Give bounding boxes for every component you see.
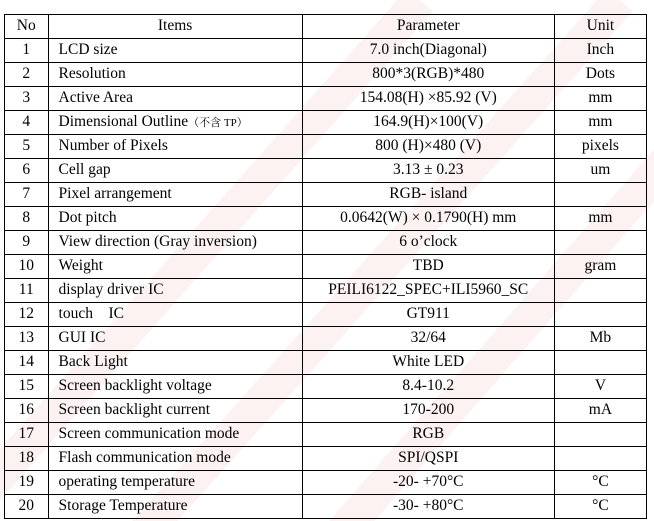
row-unit: °C bbox=[554, 470, 646, 494]
row-no: 4 bbox=[5, 110, 49, 134]
header-parameter: Parameter bbox=[302, 15, 554, 39]
row-item bbox=[48, 254, 302, 278]
row-item bbox=[48, 206, 302, 230]
row-item bbox=[48, 446, 302, 470]
row-item-label: Pixel arrangement bbox=[58, 184, 172, 202]
row-no: 11 bbox=[5, 278, 49, 302]
table-row bbox=[5, 206, 647, 230]
row-item bbox=[48, 38, 302, 62]
row-item-label: LCD size bbox=[58, 40, 118, 58]
row-unit: Dots bbox=[554, 62, 646, 86]
row-item bbox=[48, 494, 302, 518]
row-parameter: -20- +70°C bbox=[302, 470, 554, 494]
row-item bbox=[48, 470, 302, 494]
table-row bbox=[5, 38, 647, 62]
row-item bbox=[48, 326, 302, 350]
row-item-label: display driver IC bbox=[58, 280, 164, 298]
row-unit bbox=[554, 230, 646, 254]
table-row bbox=[5, 230, 647, 254]
row-no: 17 bbox=[5, 422, 49, 446]
row-parameter: 3.13 ± 0.23 bbox=[302, 158, 554, 182]
header-unit: Unit bbox=[554, 15, 646, 39]
row-item bbox=[48, 230, 302, 254]
table-row bbox=[5, 494, 647, 518]
row-item-label: Number of Pixels bbox=[58, 136, 168, 154]
table-row bbox=[5, 254, 647, 278]
row-item bbox=[48, 302, 302, 326]
row-item bbox=[48, 278, 302, 302]
table-row bbox=[5, 278, 647, 302]
row-parameter: 0.0642(W) × 0.1790(H) mm bbox=[302, 206, 554, 230]
row-item-label: View direction (Gray inversion) bbox=[58, 232, 257, 250]
row-parameter: -30- +80°C bbox=[302, 494, 554, 518]
row-item-label: Back Light bbox=[58, 352, 128, 370]
table-row bbox=[5, 86, 647, 110]
row-unit bbox=[554, 302, 646, 326]
row-no: 1 bbox=[5, 38, 49, 62]
row-unit bbox=[554, 182, 646, 206]
row-no: 7 bbox=[5, 182, 49, 206]
table-row bbox=[5, 470, 647, 494]
row-unit: mm bbox=[554, 206, 646, 230]
row-no: 19 bbox=[5, 470, 49, 494]
row-no: 16 bbox=[5, 398, 49, 422]
row-parameter: 170-200 bbox=[302, 398, 554, 422]
row-unit: mA bbox=[554, 398, 646, 422]
row-unit: um bbox=[554, 158, 646, 182]
row-no: 9 bbox=[5, 230, 49, 254]
row-parameter: 800 (H)×480 (V) bbox=[302, 134, 554, 158]
row-item-label: Weight bbox=[58, 256, 103, 274]
table-row bbox=[5, 326, 647, 350]
row-item-note: （不含 TP） bbox=[188, 116, 248, 129]
table-row bbox=[5, 302, 647, 326]
row-unit: mm bbox=[554, 110, 646, 134]
row-no: 2 bbox=[5, 62, 49, 86]
row-parameter: White LED bbox=[302, 350, 554, 374]
row-item bbox=[48, 134, 302, 158]
row-no: 5 bbox=[5, 134, 49, 158]
row-unit: gram bbox=[554, 254, 646, 278]
row-parameter: 800*3(RGB)*480 bbox=[302, 62, 554, 86]
table-row bbox=[5, 446, 647, 470]
row-no: 3 bbox=[5, 86, 49, 110]
row-item-label: Resolution bbox=[58, 64, 126, 82]
row-no: 14 bbox=[5, 350, 49, 374]
row-unit: Inch bbox=[554, 38, 646, 62]
row-item bbox=[48, 110, 302, 134]
row-no: 15 bbox=[5, 374, 49, 398]
row-parameter: PEILI6122_SPEC+ILI5960_SC bbox=[302, 278, 554, 302]
table-row bbox=[5, 422, 647, 446]
row-item bbox=[48, 350, 302, 374]
row-parameter: 8.4-10.2 bbox=[302, 374, 554, 398]
row-no: 18 bbox=[5, 446, 49, 470]
table-row bbox=[5, 158, 647, 182]
table-header-row bbox=[5, 15, 647, 39]
header-no: No bbox=[5, 15, 49, 39]
row-item-label: Dot pitch bbox=[58, 208, 117, 226]
row-unit: °C bbox=[554, 494, 646, 518]
header-items: Items bbox=[48, 15, 302, 39]
table-row bbox=[5, 134, 647, 158]
row-item bbox=[48, 374, 302, 398]
row-item bbox=[48, 182, 302, 206]
row-unit: mm bbox=[554, 86, 646, 110]
row-no: 10 bbox=[5, 254, 49, 278]
row-unit bbox=[554, 422, 646, 446]
row-item-label: Screen backlight voltage bbox=[58, 376, 212, 394]
row-item-label: Screen backlight current bbox=[58, 400, 211, 418]
row-no: 20 bbox=[5, 494, 49, 518]
row-item-label: Dimensional Outline bbox=[58, 112, 189, 130]
row-item bbox=[48, 398, 302, 422]
row-item bbox=[48, 62, 302, 86]
table-row bbox=[5, 398, 647, 422]
row-unit bbox=[554, 446, 646, 470]
table-row bbox=[5, 110, 647, 134]
row-parameter: SPI/QSPI bbox=[302, 446, 554, 470]
row-parameter: RGB bbox=[302, 422, 554, 446]
row-no: 12 bbox=[5, 302, 49, 326]
spec-table bbox=[4, 14, 647, 519]
row-item-label: Screen communication mode bbox=[58, 424, 240, 442]
row-parameter: RGB- island bbox=[302, 182, 554, 206]
row-no: 6 bbox=[5, 158, 49, 182]
table-row bbox=[5, 374, 647, 398]
row-unit: V bbox=[554, 374, 646, 398]
row-item-label: Storage Temperature bbox=[58, 496, 188, 514]
row-unit: Mb bbox=[554, 326, 646, 350]
row-item-label: operating temperature bbox=[58, 472, 195, 490]
row-item bbox=[48, 422, 302, 446]
row-item bbox=[48, 86, 302, 110]
row-parameter: 154.08(H) ×85.92 (V) bbox=[302, 86, 554, 110]
row-unit: pixels bbox=[554, 134, 646, 158]
row-item-label: GUI IC bbox=[58, 328, 106, 346]
row-parameter: GT911 bbox=[302, 302, 554, 326]
row-parameter: 32/64 bbox=[302, 326, 554, 350]
row-no: 8 bbox=[5, 206, 49, 230]
row-unit bbox=[554, 278, 646, 302]
table-row bbox=[5, 350, 647, 374]
row-parameter: 164.9(H)×100(V) bbox=[302, 110, 554, 134]
row-item-label: Cell gap bbox=[58, 160, 111, 178]
row-item bbox=[48, 158, 302, 182]
row-no: 13 bbox=[5, 326, 49, 350]
row-parameter: 6 o’clock bbox=[302, 230, 554, 254]
row-unit bbox=[554, 350, 646, 374]
row-parameter: TBD bbox=[302, 254, 554, 278]
table-row bbox=[5, 62, 647, 86]
row-parameter: 7.0 inch(Diagonal) bbox=[302, 38, 554, 62]
row-item-label: Flash communication mode bbox=[58, 448, 231, 466]
row-item-label: Active Area bbox=[58, 88, 133, 106]
row-item-label: touch IC bbox=[58, 304, 124, 322]
table-row bbox=[5, 182, 647, 206]
